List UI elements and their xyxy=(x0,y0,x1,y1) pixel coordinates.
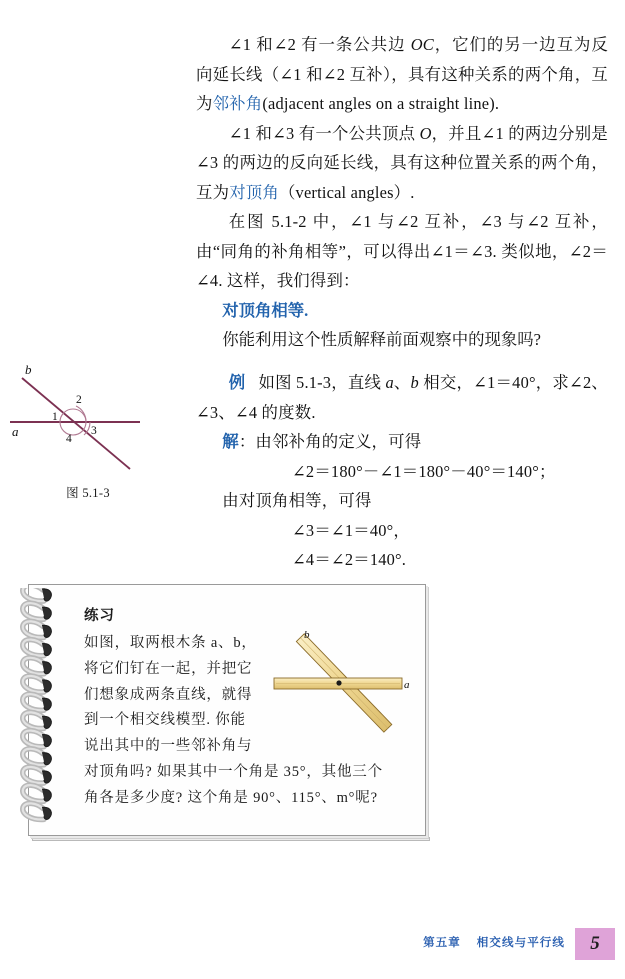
para2-part-b: ，并且∠1 的两边分别是∠3 的两边的反向延长线，具有这种位置关系的两个角，互为 xyxy=(196,123,608,202)
wooden-sticks-illustration xyxy=(268,622,418,742)
example-text-a: 如图 5.1-3，直线 xyxy=(258,373,386,392)
practice-line-4: 到一个相交线模型. 你能 xyxy=(84,712,246,729)
nail-dot-icon xyxy=(336,680,341,685)
practice-line-6: 对顶角吗? 如果其中一个角是 35°，其他三个 xyxy=(84,763,383,780)
practice-line-5: 说出其中的一些邻补角与 xyxy=(84,738,253,755)
stick-label-a: a xyxy=(404,679,410,691)
figure-label-b: b xyxy=(25,362,32,377)
paragraph-vertical-angles xyxy=(196,119,608,208)
para1-part-a: ∠1 和∠2 有一条公共边 xyxy=(228,35,411,54)
reflection-question: 你能利用这个性质解释前面观察中的现象吗? xyxy=(222,330,541,349)
example-label: 例 xyxy=(228,373,246,392)
figure-angle-3: 3 xyxy=(91,425,97,437)
figure-caption: 图 5.1-3 xyxy=(66,486,110,500)
figure-angle-1: 1 xyxy=(52,411,58,423)
solution-intro xyxy=(196,427,608,457)
figure-angle-2: 2 xyxy=(76,394,82,406)
page-number: 5 xyxy=(590,933,600,954)
segment-oc-label: OC xyxy=(410,35,434,54)
solution-intro-text: ：由邻补角的定义，可得 xyxy=(238,432,422,451)
figure-angle-4: 4 xyxy=(66,433,72,445)
page-footer xyxy=(0,928,625,962)
equation-angle2: ∠2＝180°－∠1＝180°－40°＝140°； xyxy=(292,461,556,481)
page-number-badge xyxy=(575,928,615,960)
equation-angle4: ∠4＝∠2＝140°. xyxy=(292,550,407,569)
spiral-binding-icon xyxy=(18,588,58,832)
paragraph-derivation: 在图 5.1-2 中，∠1 与∠2 互补，∠3 与∠2 互补，由“同角的补角相等”，可以得出∠1＝∠3. 类似地，∠2＝∠4. 这样，我们得到： xyxy=(196,212,608,290)
stick-label-b: b xyxy=(304,629,310,641)
example-statement xyxy=(196,368,608,427)
practice-title: 练习 xyxy=(84,608,115,624)
practice-notebook xyxy=(18,584,424,836)
property-statement: 对顶角相等. xyxy=(222,300,309,320)
example-block xyxy=(196,368,608,575)
example-text-c: 相交，∠1＝40°，求∠2、∠3、∠4 的度数. xyxy=(196,373,608,422)
para1-part-b: ，它们的另一边互为反向延长线（∠1 和∠2 互补），具有这种关系的两个角，互为 xyxy=(196,35,608,113)
para1-part-c: (adjacent angles on a straight line). xyxy=(262,94,500,113)
line-b-var: b xyxy=(410,373,419,392)
footer-chapter-line xyxy=(423,934,565,950)
point-o-label: O xyxy=(419,123,432,143)
line-b-stroke xyxy=(22,378,130,469)
para2-part-c: （vertical angles）. xyxy=(278,182,415,202)
paragraph-adjacent-angles xyxy=(196,30,608,119)
practice-line-3: 们想象成两条直线，就得 xyxy=(84,686,253,703)
practice-line-7: 角各是多少度? 这个角是 90°、115°、m°呢? xyxy=(84,789,378,806)
figure-label-a: a xyxy=(12,424,19,439)
line-a-var: a xyxy=(385,373,394,392)
example-sep: 、 xyxy=(393,373,411,392)
para2-part-a: ∠1 和∠3 有一个公共顶点 xyxy=(228,123,420,143)
term-vertical-angles: 对顶角 xyxy=(229,182,279,202)
practice-line-2: 将它们钉在一起，并把它 xyxy=(84,660,253,677)
reason-vertical-equal: 由对顶角相等，可得 xyxy=(222,491,372,510)
solution-label: 解 xyxy=(222,432,239,451)
practice-line-1: 如图，取两根木条 a、b， xyxy=(84,635,257,651)
term-adjacent-supplementary: 邻补角 xyxy=(212,94,263,113)
footer-chapter: 第五章 xyxy=(423,937,461,949)
equation-angle3: ∠3＝∠1＝40°， xyxy=(292,520,410,540)
footer-title: 相交线与平行线 xyxy=(476,937,565,949)
angle-arc-2 xyxy=(76,406,86,422)
main-text-column xyxy=(196,30,608,355)
